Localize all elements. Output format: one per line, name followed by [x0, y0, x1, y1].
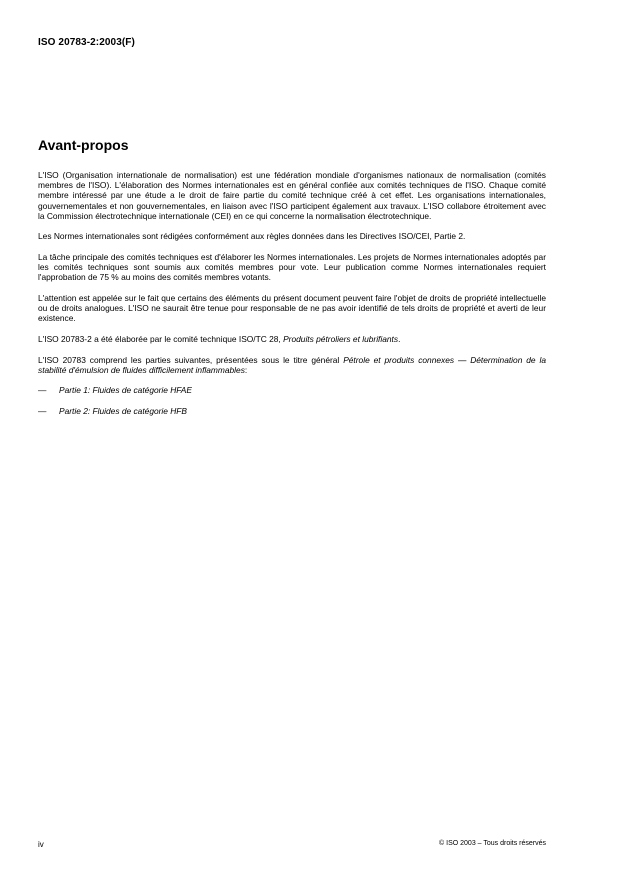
page-number: iv: [38, 840, 44, 849]
prepared-by-text: L'ISO 20783-2 a été élaborée par le comité technique ISO/TC 28,: [38, 334, 284, 344]
list-dash: —: [38, 385, 47, 396]
list-dash: —: [38, 405, 47, 416]
general-title: Pétrole et produits connexes — Détermination de la stabilité d'émulsion de fluides difficilement inflammables: [38, 354, 546, 375]
section-title: Avant-propos: [38, 137, 129, 153]
paragraph-prepared-by: [38, 334, 546, 344]
part-2-label: Partie 2: Fluides de catégorie HFB: [59, 405, 188, 416]
prepared-by-end: .: [398, 334, 401, 344]
paragraph-directives: Les Normes internationales sont rédigées conformément aux règles données dans les Directives ISO/CEI, Partie 2.: [38, 231, 466, 242]
copyright-notice: © ISO 2003 – Tous droits réservés: [439, 840, 546, 847]
committee-title: Produits pétroliers et lubrifiants: [283, 334, 399, 344]
parts-intro-end: :: [244, 364, 248, 375]
paragraph-parts-intro: [38, 355, 546, 375]
part-1-label: Partie 1: Fluides de catégorie HFAE: [59, 385, 192, 396]
paragraph-patent-rights: L'attention est appelée sur le fait que certains des éléments du présent document peuvent faire l'objet de droits de propriété intellectuelle ou de droits analogues. L'ISO ne saurait être tenue pour responsable de ne pas avoir identifié de tels droits de propriété et averti de leur existence.: [38, 293, 546, 324]
foreword-body: [38, 170, 546, 427]
document-id: ISO 20783-2:2003(F): [38, 37, 135, 48]
paragraph-committees: La tâche principale des comités techniques est d'élaborer les Normes internationales. Les projets de Normes internationales adoptés par les comités techniques sont soumis aux comités membres pour vote. Leur publication comme Normes internationales requiert l'approbation de 75 % au moins des comités membres votants.: [38, 252, 546, 283]
list-item: [38, 406, 546, 416]
list-item: [38, 385, 546, 395]
parts-intro-text: L'ISO 20783 comprend les parties suivantes, présentées sous le titre général: [38, 354, 344, 365]
paragraph-iso-intro: L'ISO (Organisation internationale de normalisation) est une fédération mondiale d'organismes nationaux de normalisation (comités membres de l'ISO). L'élaboration des Normes internationales est en général confiée aux comités techniques de l'ISO. Chaque comité membre intéressé par une étude a le droit de faire partie du comité technique créé à cet effet. Les organisations internationales, gouvernementales et non gouvernementales, en liaison avec l'ISO participent également aux travaux. L'ISO collabore étroitement avec la Commission électrotechnique internationale (CEI) en ce qui concerne la normalisation électrotechnique.: [38, 170, 546, 221]
